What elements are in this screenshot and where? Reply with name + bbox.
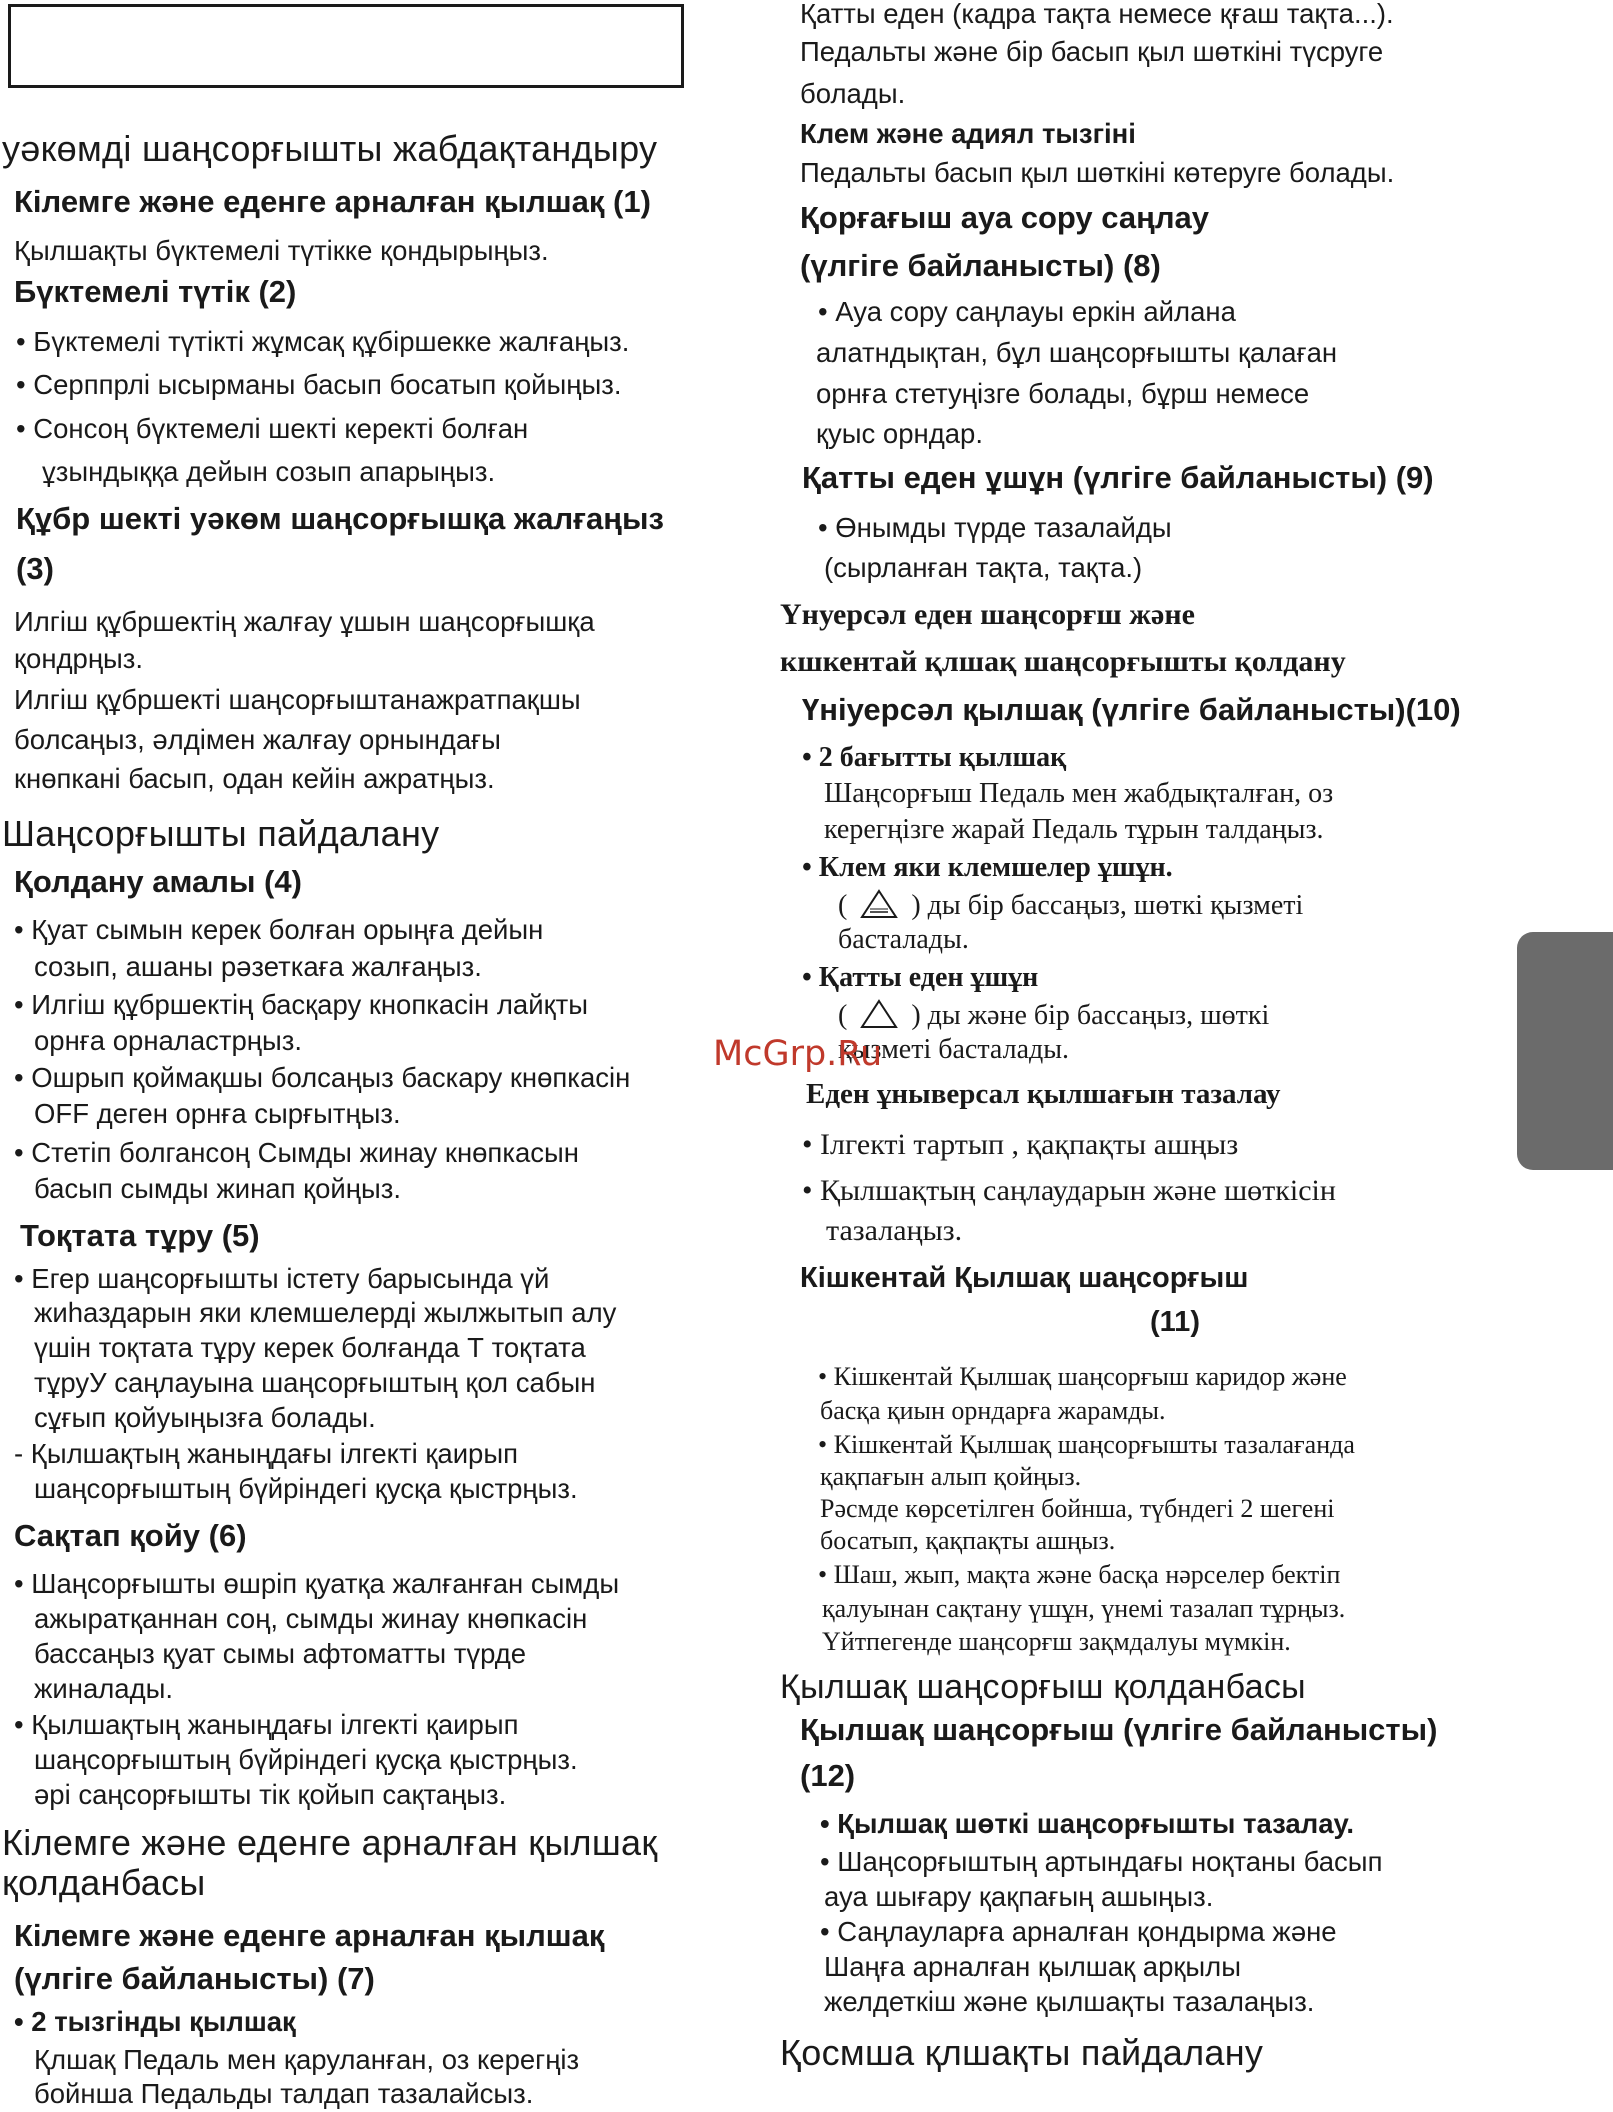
subsection-heading: Қорғағыш ауа сору саңлау: [800, 200, 1210, 235]
bullet-line: Шаңға арналған қылшақ арқылы: [824, 1951, 1241, 1982]
bullet-line: • Егер шаңсорғышты істету барысында үй: [14, 1263, 550, 1294]
bullet-line: • Серппрлі ысырманы басып босатып қойыңыз.: [16, 369, 622, 400]
paragraph-line: Илгіш құбршектің жалғау ұшын шаңсорғышқа: [14, 606, 595, 637]
paren-open: (: [838, 890, 848, 921]
bullet-line: • Клем яки клемшелер ұшұн.: [802, 852, 1173, 883]
bullet-line: • Қылшақ шөткі шаңсорғышты тазалау.: [820, 1808, 1355, 1839]
paren-open: (: [838, 1000, 848, 1031]
bullet-line: тазалаңыз.: [826, 1214, 963, 1247]
paragraph-line: бойнша Педальды талдап тазалайсыз.: [34, 2078, 534, 2109]
bullet-line: босатып, қақпақты ашңыз.: [820, 1526, 1116, 1555]
section-heading: Кілемге және еденге арналған қылшақ: [2, 1822, 658, 1863]
bullet-line: • Ошрып қоймақшы болсаңыз баскару кнөпкасін: [14, 1062, 631, 1093]
bullet-line: Рәсмде көрсетілген бойнша, түбндегі 2 шегені: [820, 1494, 1335, 1523]
section-side-tab: [1517, 932, 1613, 1170]
subsection-heading: (3): [16, 551, 54, 586]
bullet-line: • Кішкентай Қылшақ шаңсорғыш каридор және: [818, 1362, 1347, 1391]
subsection-heading: Клем және адиял тызгіні: [800, 118, 1136, 149]
bullet-line: тұруУ саңлауына шаңсорғыштың қол сабын: [34, 1367, 596, 1398]
section-heading: Шаңсорғышты пайдалану: [2, 813, 440, 854]
subsection-heading: Тоқтата тұру (5): [20, 1218, 260, 1253]
bullet-line: басқа қиын орндарға жарамды.: [820, 1396, 1166, 1425]
paragraph-line: Педальты және бір басып қыл шөткіні түсруге: [800, 36, 1384, 67]
bullet-line: қалуынан сақтану үшұн, үнемі тазалап тұрңыз.: [822, 1594, 1346, 1623]
bullet-line: • Илгіш құбршектің басқару кнопкасін лайқты: [14, 989, 588, 1020]
subsection-heading: (12): [800, 1758, 856, 1793]
subsection-heading: Еден ұныверсал қылшағын тазалау: [806, 1078, 1281, 1110]
bullet-line: жиһаздарын яки клемшелерді жылжытып алу: [34, 1297, 617, 1328]
subsection-heading: (11): [1150, 1306, 1200, 1338]
paragraph-line: қондрңыз.: [14, 643, 144, 674]
section-heading: қолданбасы: [2, 1862, 206, 1903]
bullet-line: орнға орналастрңыз.: [34, 1025, 302, 1056]
bullet-line: OFF деген орнға сырғытңыз.: [34, 1098, 401, 1129]
bullet-line: • Қылшақтың саңлаударын және шөткісін: [802, 1174, 1336, 1207]
bullet-line: ажыратқаннан соң, сымды жинау кнөпкасін: [34, 1603, 588, 1634]
bullet-line: қақпағын алып қойңыз.: [820, 1462, 1082, 1491]
bullet-line: • Саңлауларға арналған қондырма және: [820, 1916, 1337, 1947]
bullet-line: орнға стетуңізге болады, бұрш немесе: [816, 378, 1310, 409]
bullet-line: басып сымды жинап қойңыз.: [34, 1173, 401, 1204]
section-heading: Үнуерсәл еден шаңсорғш және: [780, 598, 1195, 631]
bullet-line: шаңсорғыштың бүйріндегі қусқа қыстрңыз.: [34, 1473, 578, 1504]
bullet-line: желдеткіш және қылшақты тазалаңыз.: [824, 1986, 1315, 2017]
bullet-line: бассаңыз қуат сымы афтоматты түрде: [34, 1638, 527, 1669]
paragraph-line: қызметі басталады.: [838, 1034, 1070, 1065]
bullet-line: • 2 бағытты қылшақ: [802, 742, 1067, 773]
subsection-heading: Қолдану амалы (4): [14, 864, 302, 899]
section-heading: Қосмша қлшақты пайдалану: [780, 2032, 1264, 2073]
subsection-heading: Кілемге және еденге арналған қылшақ (1): [14, 184, 651, 219]
bullet-line: • Шаңсорғышты өшріп қуатқа жалғанған сымды: [14, 1568, 620, 1599]
bullet-line: • Ілгекті тартып , қақпақты ашңыз: [802, 1128, 1239, 1161]
paragraph-line: ( ) ды және бір бассаңыз, шөткі: [838, 1000, 1270, 1031]
bullet-line: әрі саңсорғышты тік қойып сақтаңыз.: [34, 1779, 507, 1810]
bullet-line: сұғып қойуыңызға болады.: [34, 1402, 376, 1433]
paragraph-line: Қылшақты бүктемелі түтікке қондырыңыз.: [14, 235, 549, 266]
hard-floor-mode-icon: [858, 998, 900, 1030]
bullet-line: ұзындыққа дейын созып апарыңыз.: [42, 456, 496, 487]
paragraph-line: керегңізге жарай Педаль тұрын талдаңыз.: [824, 814, 1324, 845]
watermark-text: McGrp.Ru: [713, 1034, 883, 1074]
bullet-line: • Ауа сору саңлауы еркін айлана: [818, 296, 1236, 327]
paragraph-line: басталады.: [838, 924, 969, 955]
paragraph-line: Шаңсорғыш Педаль мен жабдықталған, оз: [824, 778, 1334, 809]
paragraph-line: Илгіш құбршекті шаңсорғыштанажратпақшы: [14, 684, 581, 715]
bullet-line: созып, ашаны рәзеткаға жалғаңыз.: [34, 951, 482, 982]
bullet-line: жиналады.: [34, 1673, 174, 1704]
subsection-heading: Қылшақ шаңсорғыш (үлгіге байланысты): [800, 1712, 1438, 1747]
bullet-line: • Қатты еден ұшұн: [802, 962, 1039, 993]
bullet-line: • Шаш, жып, мақта және басқа нәрселер бектіп: [818, 1560, 1341, 1589]
subsection-heading: Қатты еден ұшұн (үлгіге байланысты) (9): [802, 460, 1434, 495]
subsection-heading: Бүктемелі түтік (2): [14, 274, 297, 309]
subsection-heading: Үніуерсәл қылшақ (үлгіге байланысты)(10): [802, 692, 1461, 727]
paragraph-line: болады.: [800, 78, 906, 109]
bullet-line: Үйтпегенде шаңсорғш зақмдалуы мүмкін.: [822, 1627, 1291, 1656]
paragraph-line: Педальты басып қыл шөткіні көтеруге болады.: [800, 157, 1395, 188]
paragraph-line: кнөпкані басып, одан кейін ажратңыз.: [14, 763, 495, 794]
bullet-line: шаңсорғыштың бүйріндегі қусқа қыстрңыз.: [34, 1744, 578, 1775]
bullet-line: • Қылшақтың жаныңдағы ілгекті қаирып: [14, 1709, 519, 1740]
section-heading: Қылшақ шаңсорғыш қолданбасы: [780, 1668, 1306, 1706]
empty-header-box: [8, 4, 684, 88]
bullet-line: • Шаңсорғыштың артындағы ноқтаны басып: [820, 1846, 1383, 1877]
bullet-line: • Қуат сымын керек болған орыңға дейын: [14, 914, 544, 945]
paragraph-line: болсаңыз, әлдімен жалғау орнындағы: [14, 724, 501, 755]
bullet-line: • Кішкентай Қылшақ шаңсорғышты тазалағанда: [818, 1430, 1355, 1459]
bullet-line: • 2 тызгінды қылшақ: [14, 2006, 296, 2037]
paragraph-line: ( ) ды бір бассаңыз, шөткі қызметі: [838, 890, 1304, 921]
subsection-heading: Құбр шекті уәкөм шаңсорғышқа жалғаңыз: [16, 501, 664, 536]
subsection-heading: (үлгіге байланысты) (8): [800, 248, 1161, 283]
section-heading: кшкентай қлшақ шаңсорғышты қолдану: [780, 645, 1346, 678]
bullet-line: алатндықтан, бұл шаңсорғышты қалаған: [816, 337, 1338, 368]
subsection-heading: Кілемге және еденге арналған қылшақ: [14, 1918, 605, 1953]
carpet-mode-icon: [858, 888, 900, 920]
bullet-line: ауа шығару қақпағың ашыңыз.: [824, 1881, 1214, 1912]
bullet-line: (сырланған тақта, тақта.): [824, 552, 1143, 583]
bullet-line: қуыс орндар.: [816, 418, 983, 449]
bullet-line: үшін тоқтата тұру керек болғанда Т тоқтата: [34, 1332, 586, 1363]
subsection-heading: (үлгіге байланысты) (7): [14, 1961, 375, 1996]
bullet-line: • Өнымды түрде тазалайды: [818, 512, 1172, 543]
paragraph-line: Қлшақ Педаль мен қаруланған, оз керегңіз: [34, 2044, 580, 2075]
subsection-heading: Сақтап қойу (6): [14, 1518, 247, 1553]
section-heading: уәкөмді шаңсорғышты жабдақтандыру: [2, 128, 658, 169]
paragraph-line: Қатты еден (кадра тақта немесе қғаш тақта...).: [800, 0, 1394, 29]
bullet-line: • Сонсоң бүктемелі шекті керекті болған: [16, 413, 529, 444]
bullet-line: • Бүктемелі түтікті жұмсақ құбіршекке жалғаңыз.: [16, 326, 630, 357]
bullet-line: • Стетіп болгансоң Сымды жинау кнөпкасын: [14, 1137, 579, 1168]
subsection-heading: Кішкентай Қылшақ шаңсорғыш: [800, 1262, 1249, 1294]
bullet-line: - Қылшақтың жаныңдағы ілгекті қаирып: [14, 1438, 519, 1469]
